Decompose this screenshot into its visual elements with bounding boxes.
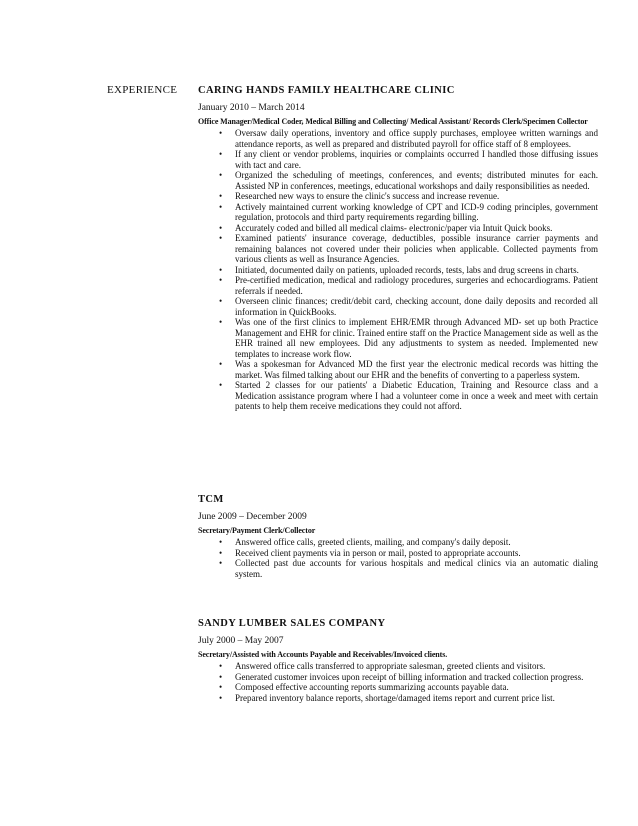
duty-item: [198, 682, 598, 693]
duty-item: [198, 202, 598, 223]
bullet-icon: •: [219, 317, 223, 327]
duty-text: Pre-certified medication, medical and radiology procedures, surgeries and echocardiograms. Patient referrals if needed.: [235, 275, 598, 296]
duty-item: [198, 380, 598, 412]
section-label-experience: EXPERIENCE: [107, 84, 178, 96]
duty-item: [198, 558, 598, 579]
duty-text: Oversaw daily operations, inventory and office supply purchases, employee written warnings and attendance reports, as well as prepared and distributed payroll for office staff of 8 employees.: [235, 128, 598, 149]
bullet-icon: •: [219, 128, 223, 138]
duty-text: Examined patients' insurance coverage, deductibles, possible insurance carrier payments and remaining balances not covered under their policies when applicable. Collected payments from various clients as well as Insurance Agencies.: [235, 233, 598, 264]
bullet-icon: •: [219, 191, 223, 201]
bullet-icon: •: [219, 558, 223, 568]
job-sandy-lumber: [198, 617, 598, 703]
bullet-icon: •: [219, 661, 223, 671]
duty-item: [198, 265, 598, 276]
bullet-icon: •: [219, 359, 223, 369]
duty-text: Answered office calls, greeted clients, mailing, and company's daily deposit.: [235, 537, 511, 547]
duty-text: Was a spokesman for Advanced MD the first year the electronic medical records was hitting the market. Was filmed talking about our EHR and the benefits of converting to a paperless system.: [235, 359, 598, 380]
duty-text: Actively maintained current working knowledge of CPT and ICD-9 coding principles, government regulation, protocols and third party requirements regarding billing.: [235, 201, 598, 222]
bullet-icon: •: [219, 537, 223, 547]
job-role: Office Manager/Medical Coder, Medical Billing and Collecting/ Medical Assistant/ Records Clerk/Specimen Collector: [198, 117, 588, 126]
duty-item: [198, 548, 598, 559]
duty-item: [198, 233, 598, 265]
job-duties-list: [198, 128, 598, 412]
duty-text: Was one of the first clinics to implement EHR/EMR through Advanced MD- set up both Practice Management and EHR for clinic. Trained entire staff on the Practice Management side as well as the EHR trained all new employees. Did any adjustments to system as needed. Implemented new templates to increase work flow.: [235, 317, 598, 359]
bullet-icon: •: [219, 275, 223, 285]
duty-text: Received client payments via in person or mail, posted to appropriate accounts.: [235, 547, 521, 558]
duty-item: [198, 223, 598, 234]
bullet-icon: •: [219, 233, 223, 243]
duty-item: [198, 693, 598, 704]
duty-item: [198, 149, 598, 170]
duty-item: [198, 275, 598, 296]
duty-text: Accurately coded and billed all medical claims- electronic/paper via Intuit Quick books.: [235, 222, 553, 233]
company-name: CARING HANDS FAMILY HEALTHCARE CLINIC: [198, 85, 455, 96]
duty-text: Started 2 classes for our patients' a Diabetic Education, Training and Resource class and a Medication assistance program where I had a volunteer come in once a week and meet with certain patents to help them receive medications they could not afford.: [235, 380, 598, 411]
bullet-icon: •: [219, 671, 223, 682]
duty-text: Organized the scheduling of meetings, conferences, and events; distributed minutes for each. Assisted NP in conferences, meetings, educational workshops and daily responsibilities as needed.: [235, 170, 598, 191]
bullet-icon: •: [219, 264, 223, 275]
bullet-icon: •: [219, 380, 223, 390]
job-role: Secretary/Payment Clerk/Collector: [198, 526, 316, 535]
bullet-icon: •: [219, 170, 223, 180]
duty-item: [198, 170, 598, 191]
job-role: Secretary/Assisted with Accounts Payable and Receivables/Invoiced clients.: [198, 650, 448, 659]
job-duties-list: [198, 537, 598, 579]
job-caring-hands: [198, 84, 598, 412]
bullet-icon: •: [219, 296, 223, 306]
duty-item: [198, 537, 598, 548]
bullet-icon: •: [219, 682, 223, 692]
bullet-icon: •: [219, 547, 223, 558]
duty-item: [198, 296, 598, 317]
job-dates: July 2000 – May 2007: [198, 636, 284, 646]
duty-text: Researched new ways to ensure the clinic's success and increase revenue.: [235, 191, 500, 201]
bullet-icon: •: [219, 692, 223, 703]
company-name: SANDY LUMBER SALES COMPANY: [198, 618, 386, 629]
duty-item: [198, 128, 598, 149]
duty-text: Answered office calls transferred to appropriate salesman, greeted clients and visitors.: [235, 661, 546, 671]
duty-text: Composed effective accounting reports summarizing accounts payable data.: [235, 682, 509, 692]
duty-item: [198, 191, 598, 202]
duty-item: [198, 672, 598, 683]
job-tcm: [198, 493, 598, 579]
duty-text: If any client or vendor problems, inquiries or complaints occurred I handled those diffusing issues with tact and care.: [235, 149, 598, 170]
duty-text: Initiated, documented daily on patients, uploaded records, tests, labs and drug screens in charts.: [235, 264, 579, 275]
duty-item: [198, 359, 598, 380]
job-dates: January 2010 – March 2014: [198, 103, 305, 113]
duty-text: Generated customer invoices upon receipt of billing information and tracked collection progress.: [235, 671, 584, 682]
duty-text: Overseen clinic finances; credit/debit card, checking account, done daily deposits and recorded all information in QuickBooks.: [235, 296, 598, 317]
company-name: TCM: [198, 494, 224, 505]
bullet-icon: •: [219, 201, 223, 212]
duty-item: [198, 661, 598, 672]
duty-text: Collected past due accounts for various hospitals and medical clinics via an automatic dialing system.: [235, 558, 598, 579]
bullet-icon: •: [219, 222, 223, 233]
duty-text: Prepared inventory balance reports, shortage/damaged items report and current price list.: [235, 692, 555, 703]
job-dates: June 2009 – December 2009: [198, 512, 307, 522]
job-duties-list: [198, 661, 598, 703]
duty-item: [198, 317, 598, 359]
bullet-icon: •: [219, 149, 223, 159]
